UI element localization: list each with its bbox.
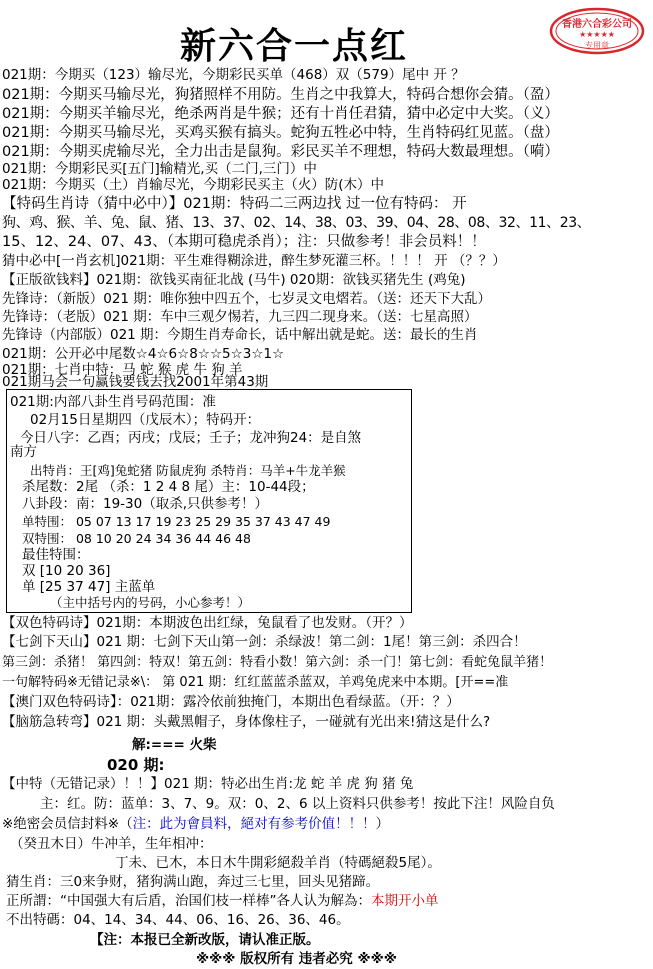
- text-line: 021期：今期买马输尽光，狗猪照样不用防。生肖之中我算大，特码合想你会猜。（盈）: [2, 87, 559, 103]
- text-line: 猜中必中[一肖玄机]021期：平生难得糊涂进，醉生梦死灌三杯。！！！ 开 （？？）: [2, 253, 506, 269]
- riddle-answer: 解:=== 火柴: [132, 737, 217, 753]
- text-line: （癸丑木日）牛冲羊，生年相冲：: [10, 836, 213, 852]
- text-line: 【七剑下天山】021 期：七剑下天山第一剑：杀绿波！第二剑：1尾！第三剑：杀四合！: [2, 634, 527, 650]
- text-line: 021期：今期买羊输尽光，绝杀两肖是牛猴；还有十肖任君猜，猜中必定中大奖。（义）: [2, 106, 559, 122]
- text-line: 一句解特码※无错记录※\： 第 021 期：红红蓝蓝杀蓝双，羊鸡兔虎来中本期。[开==准: [2, 675, 509, 690]
- proverb-text: 正所謂：“中国强大有后盾，治国们枝一样棒”各人认为解為：: [6, 893, 371, 909]
- text-line: 狗、鸡、猴、羊、兔、鼠、猪、13、37、02、14、38、03、39、04、28、08、32、11、23、: [2, 215, 591, 231]
- text-line: 丁未、已木，本日木牛開彩絕殺羊肖（特碼絕殺5尾）。: [115, 855, 441, 871]
- issue-label: 020 期:: [107, 756, 165, 774]
- text-line: 021期：公开必中尾数☆4☆6☆8☆☆5☆3☆1☆: [2, 346, 285, 362]
- copyright-line: ※※※ 版权所有 违者必究 ※※※: [196, 951, 397, 967]
- text-line: 021期：今期买（土）肖输尽光，今期彩民买主（火）防(木）中: [2, 177, 385, 193]
- text-line: 021期马会一句赢钱要钱去找2001年第43期: [2, 374, 269, 390]
- text-line: [6, 892, 439, 911]
- box-line: 021期:内部八卦生肖号码范围：准: [10, 394, 216, 410]
- text-line: 021期：今期买（123）输尽光，今期彩民买单（468）双（579）尾中 开 ？: [2, 67, 465, 83]
- text-line: 021期：今期彩民买[五门]输精光,买（二门,三门）中: [2, 161, 317, 177]
- text-line: 021期：今期买虎输尽光，全力出击是鼠狗。彩民买羊不理想，特码大数最理想。（嗬）: [2, 144, 559, 160]
- member-note-suffix: ）: [375, 816, 390, 832]
- text-line: 【双色特码诗】021期：本期波色出红绿，兔鼠看了也发财。（开？）: [2, 615, 413, 631]
- text-line: 【脑筋急转弯】021 期：头戴黑帽子，身体像柱子，一碰就有光出来!猜这是什么?: [2, 714, 491, 730]
- text-line: 【中特（无错记录）！！】021 期：特必出生肖:龙 蛇 羊 虎 狗 猪 兔: [2, 776, 414, 792]
- svg-text:★★★★★: ★★★★★: [579, 30, 615, 39]
- box-line: 02月15日星期四（戊辰木）；特码开：: [30, 412, 261, 428]
- member-note-prefix: ※绝密会员信封料※（: [2, 816, 133, 832]
- box-line: （主中括号内的号码，小心参考！）: [50, 595, 251, 610]
- text-line: 主：红。防：蓝单：3、7、9。双：0、2、6 以上资料只供参考！按此下注！风险自负: [40, 796, 555, 812]
- text-line: 先锋诗（内部版）021 期：今期生肖寿命长，话中解出就是蛇。送：最长的生肖: [2, 327, 478, 343]
- text-line: 先锋诗：（老版）021 期：车中三观夕惕若，九三四二现身来。（送：七星高照）: [2, 309, 478, 325]
- box-line: 双 [10 20 36]: [22, 563, 111, 579]
- text-line: 先锋诗：（新版）021 期：唯你独中四五个，七岁灵文电熠若。（送：还天下大乱）: [2, 291, 492, 307]
- text-line: 猜生肖：三0来争财，猪狗满山跑，奔过三七里，回头见猪蹄。: [6, 874, 380, 890]
- text-line: 【澳门双色特码诗】：021期：露冷依前独掩门，本期出色看绿蓝。（开：？）: [2, 694, 460, 710]
- box-line: 出特肖：王[鸡]兔蛇猪 防鼠虎狗 杀特肖：马羊+牛龙羊猴: [30, 463, 346, 478]
- notice-line: 【注：本报已全新改版，请认准正版。: [90, 932, 320, 948]
- box-line: 今日八字：乙酉；丙戌；戊辰；壬子；龙冲狗24：是自煞: [20, 430, 362, 446]
- text-line: 021期：今期买马输尽光，买鸡买猴有搞头。蛇狗五牲必中特，生肖特码红见蓝。（盘）: [2, 125, 559, 141]
- text-line: 021期：七肖中特：马 蛇 猴 虎 牛 狗 羊: [2, 362, 243, 378]
- text-line: 15、12、24、07、43、（本期可稳虎杀肖）；注：只做参考！非会员料！！: [2, 234, 486, 250]
- text-line: 【特码生肖诗（猜中必中）】021期：特码二三两边找 过一位有特码： 开: [2, 196, 467, 212]
- text-line: 不出特碼：04、14、34、44、06、16、26、36、46。: [6, 912, 350, 928]
- company-seal: [548, 6, 646, 56]
- member-note-line: [2, 815, 389, 834]
- page-title: 新六合一点红: [180, 25, 409, 67]
- text-line: 【正版欲钱料】021期：欲钱买南征北战 (马牛) 020期：欲钱买猪先生 (鸡兔): [2, 272, 466, 288]
- box-line: 八卦段：南：19-30（取杀,只供参考！）: [22, 496, 269, 512]
- box-line: 南方: [10, 444, 37, 460]
- member-note-text: 注：此为會員料，絕对有参考价值！！！: [132, 816, 376, 832]
- box-line: 单特围： 05 07 13 17 19 23 25 29 35 37 43 47 49: [22, 514, 331, 529]
- text-line: 第三剑：杀猪！ 第四剑：特双！第五剑：特看小数！第六剑：杀一门！第七剑：看蛇兔鼠羊猪！: [2, 655, 553, 670]
- box-line: 最佳特围：: [22, 547, 90, 563]
- box-line: 杀尾数：2尾 （杀：1 2 4 8 尾）主：10-44段；: [22, 479, 315, 495]
- svg-text:香港六合彩公司: 香港六合彩公司: [562, 19, 632, 30]
- proverb-answer: 本期开小单: [371, 893, 439, 909]
- svg-text:专用章: 专用章: [585, 41, 609, 50]
- box-line: 双特围： 08 10 20 24 34 36 44 46 48: [22, 531, 251, 546]
- box-line: 单 [25 37 47] 主蓝单: [22, 579, 156, 595]
